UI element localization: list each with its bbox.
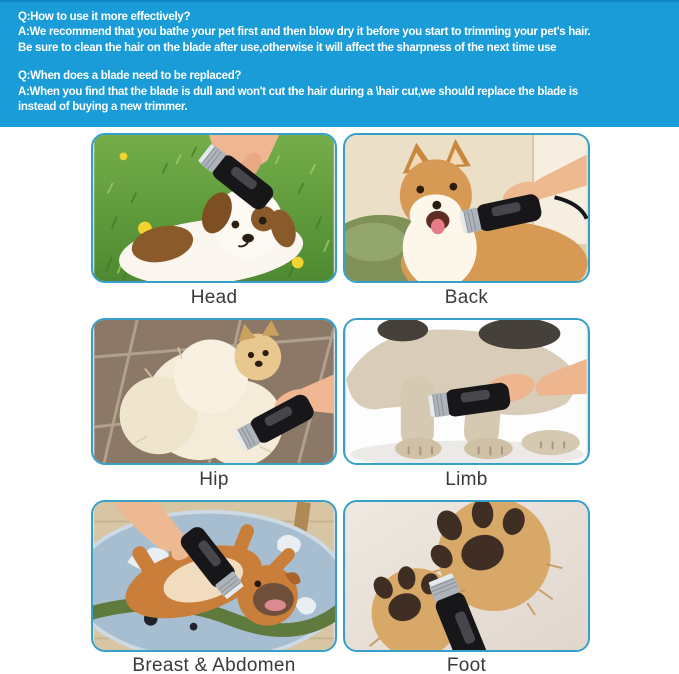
photo-foot-illustration (345, 502, 588, 650)
panel-back (343, 133, 590, 309)
panel-label: Head (190, 287, 238, 308)
panel-breast-abdomen (91, 500, 337, 674)
photo-back (343, 133, 590, 283)
photo-hip-illustration (93, 320, 335, 463)
panel-head (91, 133, 337, 309)
panel-label: Hip (199, 469, 229, 490)
panel-foot (343, 500, 590, 674)
faq-block-2 (18, 69, 673, 115)
photo-head (91, 133, 337, 283)
photo-limb-illustration (345, 320, 588, 463)
panel-label: Foot (446, 655, 487, 674)
panel-label: Breast & Abdomen (132, 655, 296, 674)
photo-breast-abdomen (91, 500, 337, 652)
faq-question: Q:How to use it more effectively? (18, 11, 191, 23)
panel-limb (343, 318, 590, 491)
photo-breast-abdomen-illustration (93, 502, 335, 650)
faq-block-1 (18, 10, 673, 56)
photo-hip (91, 318, 337, 465)
photo-back-illustration (345, 135, 588, 281)
faq-answer-line: Be sure to clean the hair on the blade after use,otherwise it will affect the sharpness of the next time use (18, 41, 557, 54)
photo-head-illustration (93, 135, 335, 281)
faq-answer-line: instead of buying a new trimmer. (18, 101, 188, 114)
faq-answer-line: A:We recommend that you bathe your pet first and then blow dry it before you start to trimming your pet's hair. (18, 26, 591, 39)
panel-label: Limb (445, 469, 488, 490)
photo-limb (343, 318, 590, 465)
faq-answer-line: A:When you find that the blade is dull and won't cut the hair during a \hair cut,we should replace the blade is (18, 85, 578, 98)
faq-question: Q:When does a blade need to be replaced? (18, 70, 242, 83)
faq-banner (0, 0, 679, 127)
panel-label: Back (444, 287, 489, 308)
photo-foot (343, 500, 590, 652)
panel-hip (91, 318, 337, 491)
